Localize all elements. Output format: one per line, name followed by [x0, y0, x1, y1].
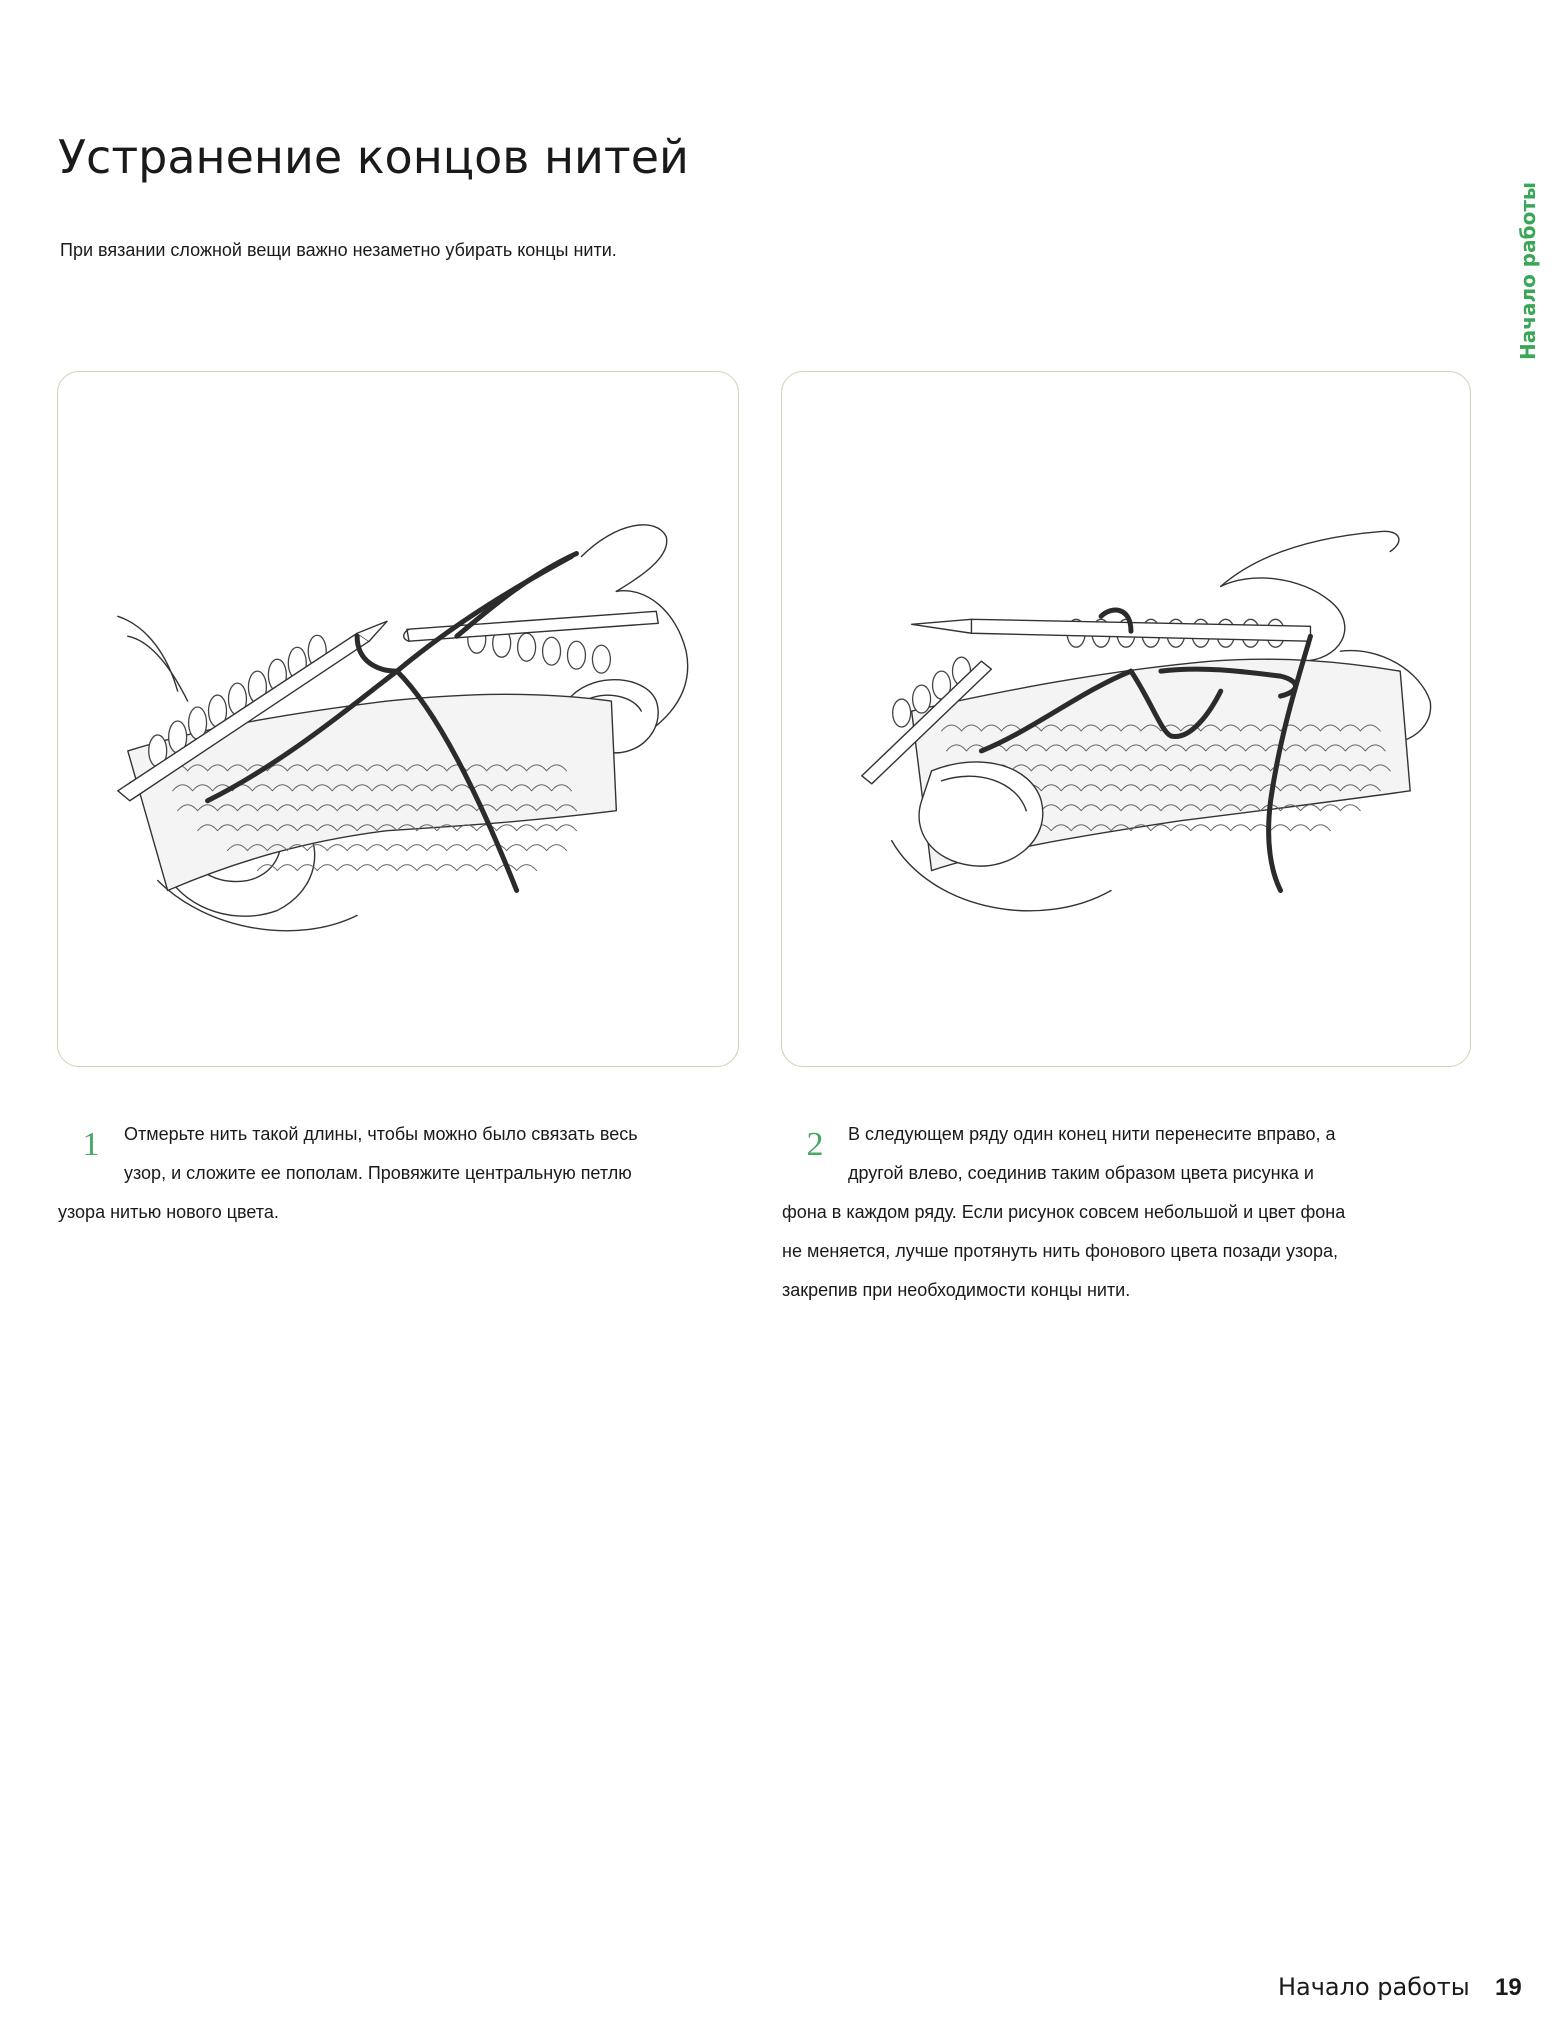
intro-text: При вязании сложной вещи важно незаметно убирать концы нити.: [60, 240, 617, 260]
step-number: 1: [82, 1126, 100, 1163]
knitting-illustration-2: [782, 372, 1470, 1066]
illustration-frame-2: [781, 371, 1471, 1067]
side-section-tab: [1508, 176, 1548, 366]
step-text: Отмерьте нить такой длины, чтобы можно было связать весь узор, и сложите ее пополам. Провяжите центральную петлю узора нитью нового цвета.: [58, 1124, 638, 1222]
step-text: В следующем ряду один конец нити перенесите вправо, а другой влево, соединив таким образом цвета рисунка и фона в каждом ряду. Если рисунок совсем небольшой и цвет фона не меняется, лучше протянуть нить фонового цвета позади узора, закрепив при необходимости концы нити.: [782, 1124, 1346, 1300]
knitting-illustration-1: [58, 372, 738, 1066]
step-2: [782, 1115, 1362, 1310]
page-number: 19: [1495, 1974, 1522, 2001]
step-1: [58, 1115, 638, 1232]
step-number: 2: [806, 1126, 824, 1163]
page-title: Устранение концов нитей: [58, 130, 689, 184]
footer-section-title: Начало работы: [1278, 1973, 1470, 2001]
side-tab-label: Начало работы: [1516, 181, 1541, 361]
illustration-frame-1: [57, 371, 739, 1067]
